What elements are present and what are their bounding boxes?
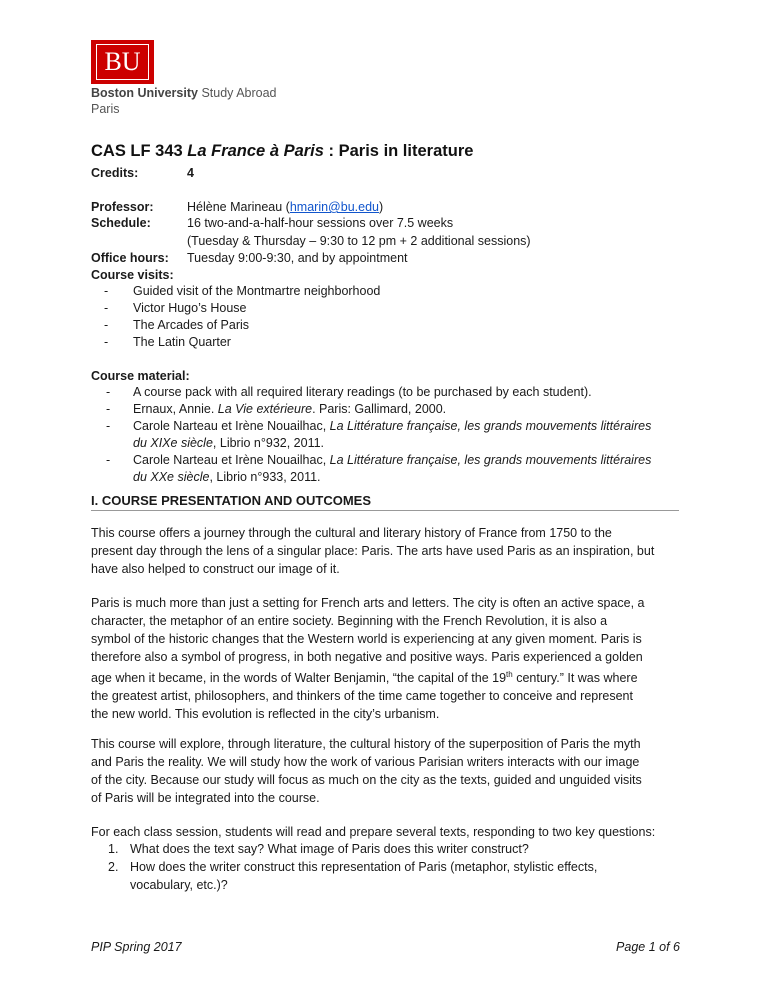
list-item: - Carole Narteau et Irène Nouailhac, La Littérature française, les grands mouvements littéraires [106, 419, 652, 433]
paragraph-4: For each class session, students will read and prepare several texts, responding to two key questions: [91, 825, 656, 839]
office-hours-label: Office hours: [91, 251, 169, 265]
list-item-continued: du XIXe siècle, Librio n°932, 2011. [133, 436, 325, 450]
list-item: - A course pack with all required literary readings (to be purchased by each student). [106, 385, 592, 399]
list-item: - The Latin Quarter [104, 335, 231, 349]
schedule-line-2: (Tuesday & Thursday – 9:30 to 12 pm + 2 additional sessions) [187, 234, 531, 248]
schedule-label: Schedule: [91, 216, 151, 230]
questions-list [108, 840, 678, 894]
list-item: 1. What does the text say? What image of Paris does this writer construct? [108, 842, 529, 856]
org-name: Boston University Study Abroad [91, 86, 277, 100]
list-item-continued: vocabulary, etc.)? [130, 878, 228, 892]
office-hours-value: Tuesday 9:00-9:30, and by appointment [187, 251, 408, 265]
schedule-line-1: 16 two-and-a-half-hour sessions over 7.5 weeks [187, 216, 454, 230]
list-item: - Guided visit of the Montmartre neighborhood [104, 284, 381, 298]
paragraph-2: Paris is much more than just a setting for French arts and letters. The city is often an active space, a character, the metaphor of an entire society. Beginning with the French Revolution, it is also a symbol of the historic changes that the Western world is experiencing at any given moment. Paris is therefore also a symbol of progress, in both negative and positive ways. Paris experienced a golden age when it became, in the words of Walter Benjamin, “the capital of the 19th century.” It was where the greatest artist, philosophers, and thinkers of the time came together to conceive and represent the new world. This evolution is reflected in the city’s urbanism. [91, 596, 645, 722]
professor-value: Hélène Marineau (hmarin@bu.edu) [187, 200, 384, 214]
paragraph-3: This course will explore, through literature, the cultural history of the superposition of Paris the myth and Paris the reality. We will study how the work of various Parisian writers interacts with our image of the city. Because our study will focus as much on the city as the texts, guided and unguided visits of Paris will be integrated into the course. [91, 737, 642, 805]
list-item: 2. How does the writer construct this representation of Paris (metaphor, stylistic effects, [108, 860, 598, 874]
list-item: - Carole Narteau et Irène Nouailhac, La Littérature française, les grands mouvements littéraires [106, 453, 652, 467]
list-item: - Ernaux, Annie. La Vie extérieure. Paris: Gallimard, 2000. [106, 402, 447, 416]
credits-label: Credits: [91, 166, 139, 180]
professor-email-link[interactable]: hmarin@bu.edu [289, 200, 379, 214]
course-visits-list [104, 284, 604, 354]
paragraph-1: This course offers a journey through the cultural and literary history of France from 1750 to the present day through the lens of a singular place: Paris. The arts have used Paris as an inspiration, but have also helped to construct our image of it. [91, 526, 655, 576]
list-item-continued: du XXe siècle, Librio n°933, 2011. [133, 470, 321, 484]
bu-logo-text: BU [104, 47, 141, 76]
professor-label: Professor: [91, 200, 154, 214]
footer-term: PIP Spring 2017 [91, 940, 182, 954]
course-visits-label: Course visits: [91, 268, 174, 282]
bu-logo [91, 40, 154, 84]
credits-value: 4 [187, 166, 194, 180]
course-material-label: Course material: [91, 369, 190, 383]
footer-page-number: Page 1 of 6 [616, 940, 680, 954]
list-item: - The Arcades of Paris [104, 318, 250, 332]
section-heading: I. COURSE PRESENTATION AND OUTCOMES [91, 493, 679, 511]
course-material-list [106, 385, 686, 485]
course-title: CAS LF 343 La France à Paris : Paris in literature [91, 142, 474, 160]
list-item: - Victor Hugo’s House [104, 301, 247, 315]
org-city: Paris [91, 102, 120, 116]
